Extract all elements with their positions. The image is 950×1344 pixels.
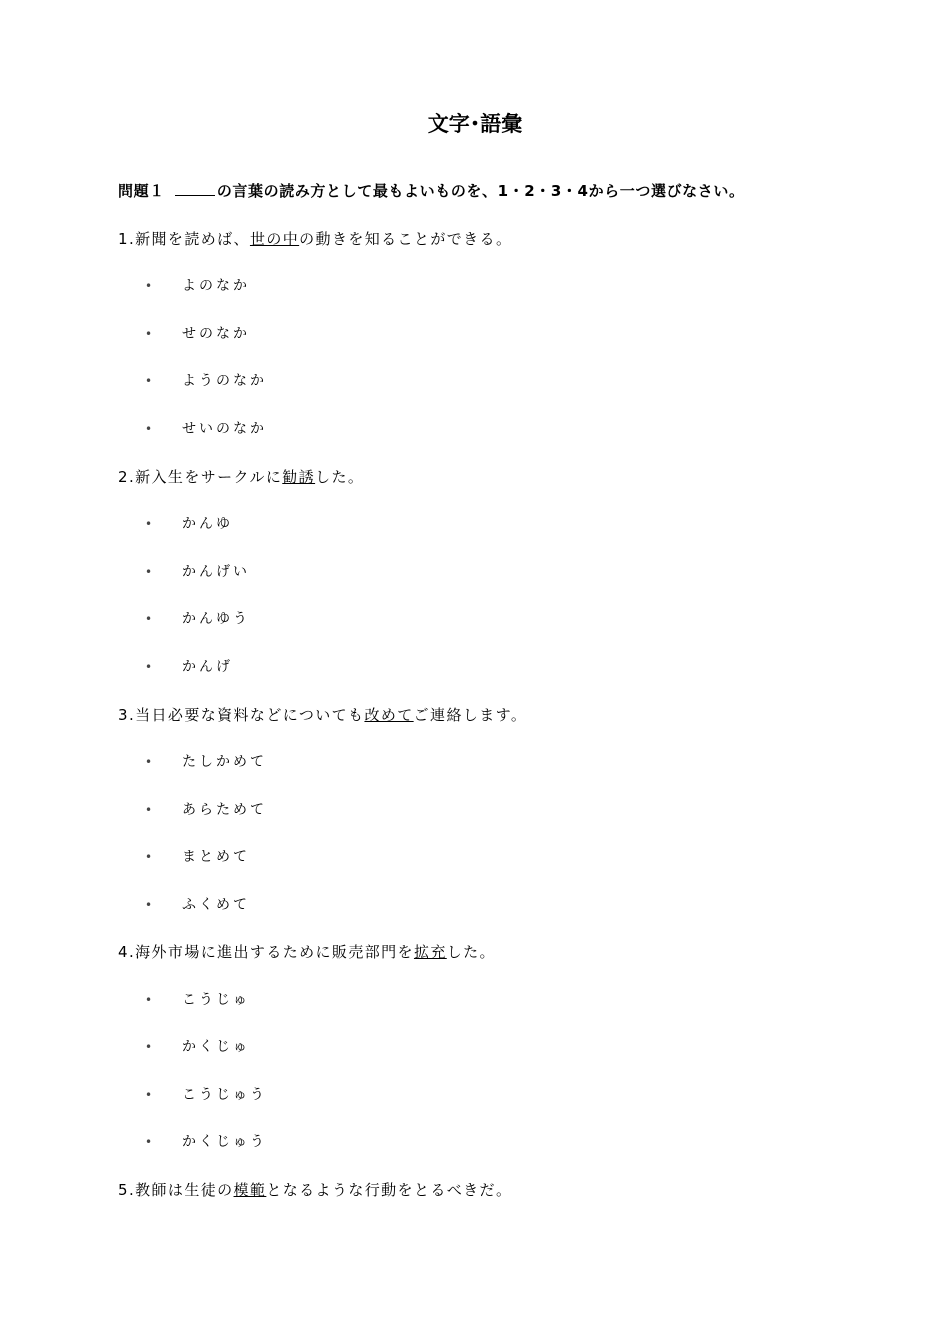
bullet-icon: • [145,279,153,293]
question-3 [118,702,527,728]
option-label: かんげ [182,659,233,675]
bullet-icon: • [145,1040,153,1054]
question-text-after: となるような行動をとるべきだ。 [266,1181,513,1199]
question-number: 5. [118,1181,136,1199]
question-1 [118,226,512,252]
option-label: かんゆう [182,611,250,627]
question-4 [118,939,496,965]
bullet-icon: • [145,517,153,531]
question-number: 4. [118,943,136,961]
bullet-icon: • [145,660,153,674]
option-1-2[interactable] [145,321,250,347]
option-3-4[interactable] [145,892,250,918]
option-label: あらためて [182,802,267,818]
bullet-icon: • [145,612,153,626]
question-target-word: 改めて [364,706,414,724]
option-label: こうじゅ [182,992,250,1008]
question-target-word: 世の中 [249,230,300,248]
option-3-3[interactable] [145,844,250,870]
option-1-3[interactable] [145,368,267,394]
option-label: まとめて [182,849,250,865]
option-4-1[interactable] [145,987,250,1013]
option-1-1[interactable] [145,273,250,299]
option-3-1[interactable] [145,749,267,775]
question-text-before: 新聞を読めば、 [135,230,250,248]
bullet-icon: • [145,1135,153,1149]
question-number: 3. [118,706,136,724]
question-target-word: 拡充 [413,943,447,961]
bullet-icon: • [145,422,153,436]
bullet-icon: • [145,898,153,912]
option-label: かくじゅう [182,1134,267,1150]
question-number: 2. [118,468,136,486]
option-4-4[interactable] [145,1129,267,1155]
instruction-text: の言葉の読み方として最もよいものを、1・2・3・4から一つ選びなさい。 [216,182,745,200]
question-text-before: 海外市場に進出するために販売部門を [135,943,414,961]
option-label: よのなか [182,278,250,294]
option-2-4[interactable] [145,654,233,680]
option-4-3[interactable] [145,1082,267,1108]
option-label: ふくめて [182,897,250,913]
option-label: かくじゅ [182,1039,250,1055]
option-2-1[interactable] [145,511,233,537]
instruction-label: 問題１ [118,182,165,200]
underline-blank [175,179,215,196]
page-title: 文字･語彙 [427,112,523,136]
option-1-4[interactable] [145,416,267,442]
bullet-icon: • [145,803,153,817]
bullet-icon: • [145,374,153,388]
option-4-2[interactable] [145,1034,250,1060]
option-label: せのなか [182,326,250,342]
question-target-word: 勧誘 [282,468,316,486]
question-text-after: した。 [315,468,365,486]
option-label: かんゆ [182,516,233,532]
option-label: たしかめて [182,754,267,770]
question-text-before: 新入生をサークルに [135,468,283,486]
bullet-icon: • [145,755,153,769]
question-5 [118,1177,512,1203]
bullet-icon: • [145,850,153,864]
bullet-icon: • [145,993,153,1007]
instruction [118,178,745,204]
question-number: 1. [118,230,136,248]
question-text-after: した。 [446,943,496,961]
bullet-icon: • [145,1088,153,1102]
bullet-icon: • [145,327,153,341]
option-label: せいのなか [182,421,267,437]
question-target-word: 模範 [233,1181,267,1199]
question-text-before: 教師は生徒の [135,1181,234,1199]
question-text-after: ご連絡します。 [413,706,528,724]
option-label: ようのなか [182,373,267,389]
option-2-2[interactable] [145,559,250,585]
question-text-before: 当日必要な資料などについても [135,706,365,724]
option-label: こうじゅう [182,1087,267,1103]
option-2-3[interactable] [145,606,250,632]
question-2 [118,464,364,490]
option-3-2[interactable] [145,797,267,823]
option-label: かんげい [182,564,250,580]
question-text-after: の動きを知ることができる。 [299,230,513,248]
bullet-icon: • [145,565,153,579]
